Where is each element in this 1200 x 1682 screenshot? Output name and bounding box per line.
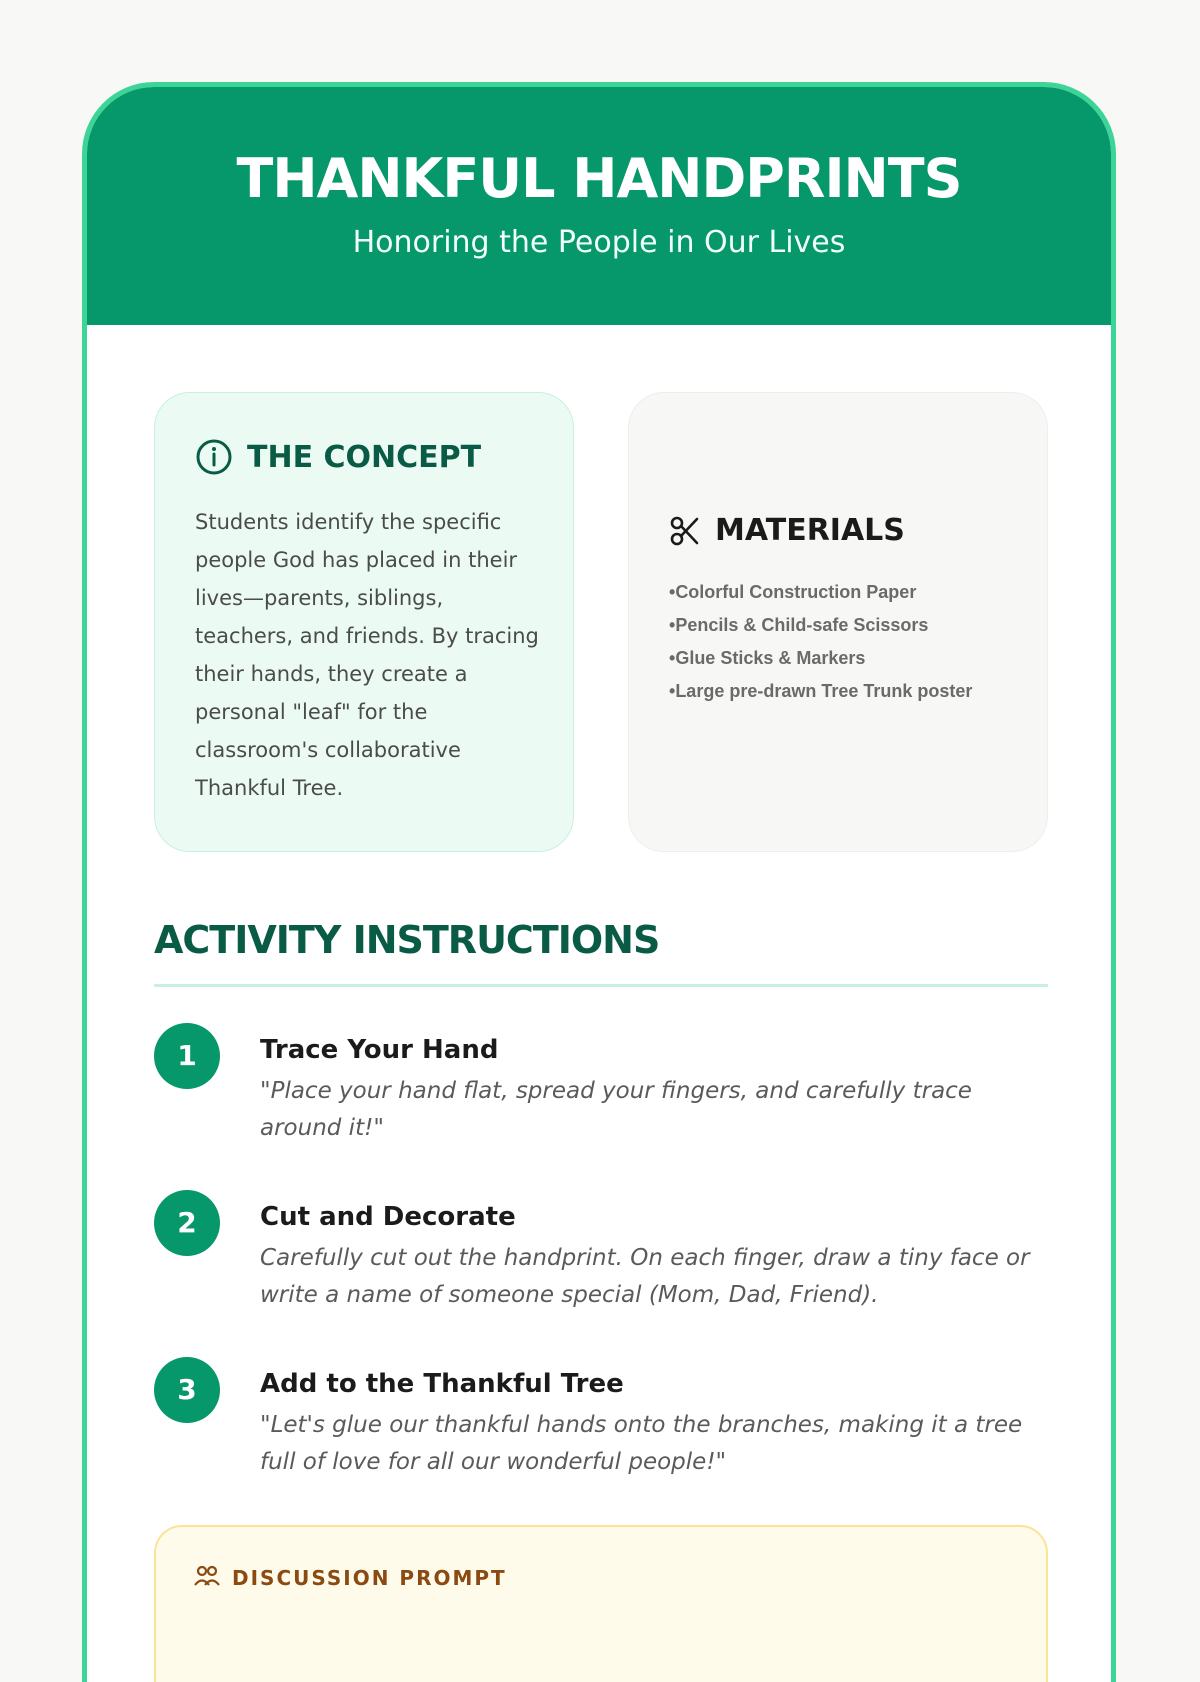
concept-box: [154, 392, 574, 852]
step-number-badge: 1: [154, 1023, 220, 1089]
people-icon: [194, 1565, 220, 1591]
materials-heading: MATERIALS: [715, 513, 905, 548]
step-number-badge: 3: [154, 1357, 220, 1423]
step-description: "Let's glue our thankful hands onto the branches, making it a tree full of love for all our wonderful people!": [260, 1412, 1023, 1475]
page-title: THANKFUL HANDPRINTS: [236, 147, 962, 210]
info-icon: [195, 438, 233, 476]
step-description: "Place your hand flat, spread your fingers, and carefully trace around it!": [260, 1078, 972, 1141]
concept-header: [195, 438, 481, 476]
step-title: Add to the Thankful Tree: [260, 1369, 624, 1399]
materials-box: [628, 392, 1048, 852]
hero-header: [87, 87, 1111, 325]
step-number-badge: 2: [154, 1190, 220, 1256]
materials-header: [669, 513, 905, 548]
list-item: • Pencils & Child-safe Scissors: [669, 612, 989, 639]
step-title: Trace Your Hand: [260, 1035, 499, 1065]
page-subtitle: Honoring the People in Our Lives: [352, 225, 846, 260]
list-item: • Large pre-drawn Tree Trunk poster: [669, 678, 989, 705]
step-description: Carefully cut out the handprint. On each finger, draw a tiny face or write a name of someone special (Mom, Dad, Friend).: [260, 1245, 1030, 1308]
list-item: • Glue Sticks & Markers: [669, 645, 989, 672]
list-item: • Colorful Construction Paper: [669, 579, 989, 606]
concept-heading: THE CONCEPT: [247, 439, 482, 475]
step-title: Cut and Decorate: [260, 1202, 516, 1232]
scissors-icon: [669, 515, 701, 547]
section-divider: [154, 984, 1048, 987]
instructions-heading: ACTIVITY INSTRUCTIONS: [154, 918, 660, 962]
discussion-prompt-box: [154, 1525, 1048, 1682]
materials-list: [669, 579, 989, 711]
activity-card: [82, 82, 1116, 1682]
discussion-heading: DISCUSSION PROMPT: [232, 1566, 507, 1590]
discussion-header: [194, 1565, 507, 1591]
concept-body: Students identify the specific people God has placed in their lives—parents, siblings, teachers, and friends. By tracing their hands, they create a personal "leaf" for the classroom's collaborative Thankful Tree.: [195, 510, 539, 800]
